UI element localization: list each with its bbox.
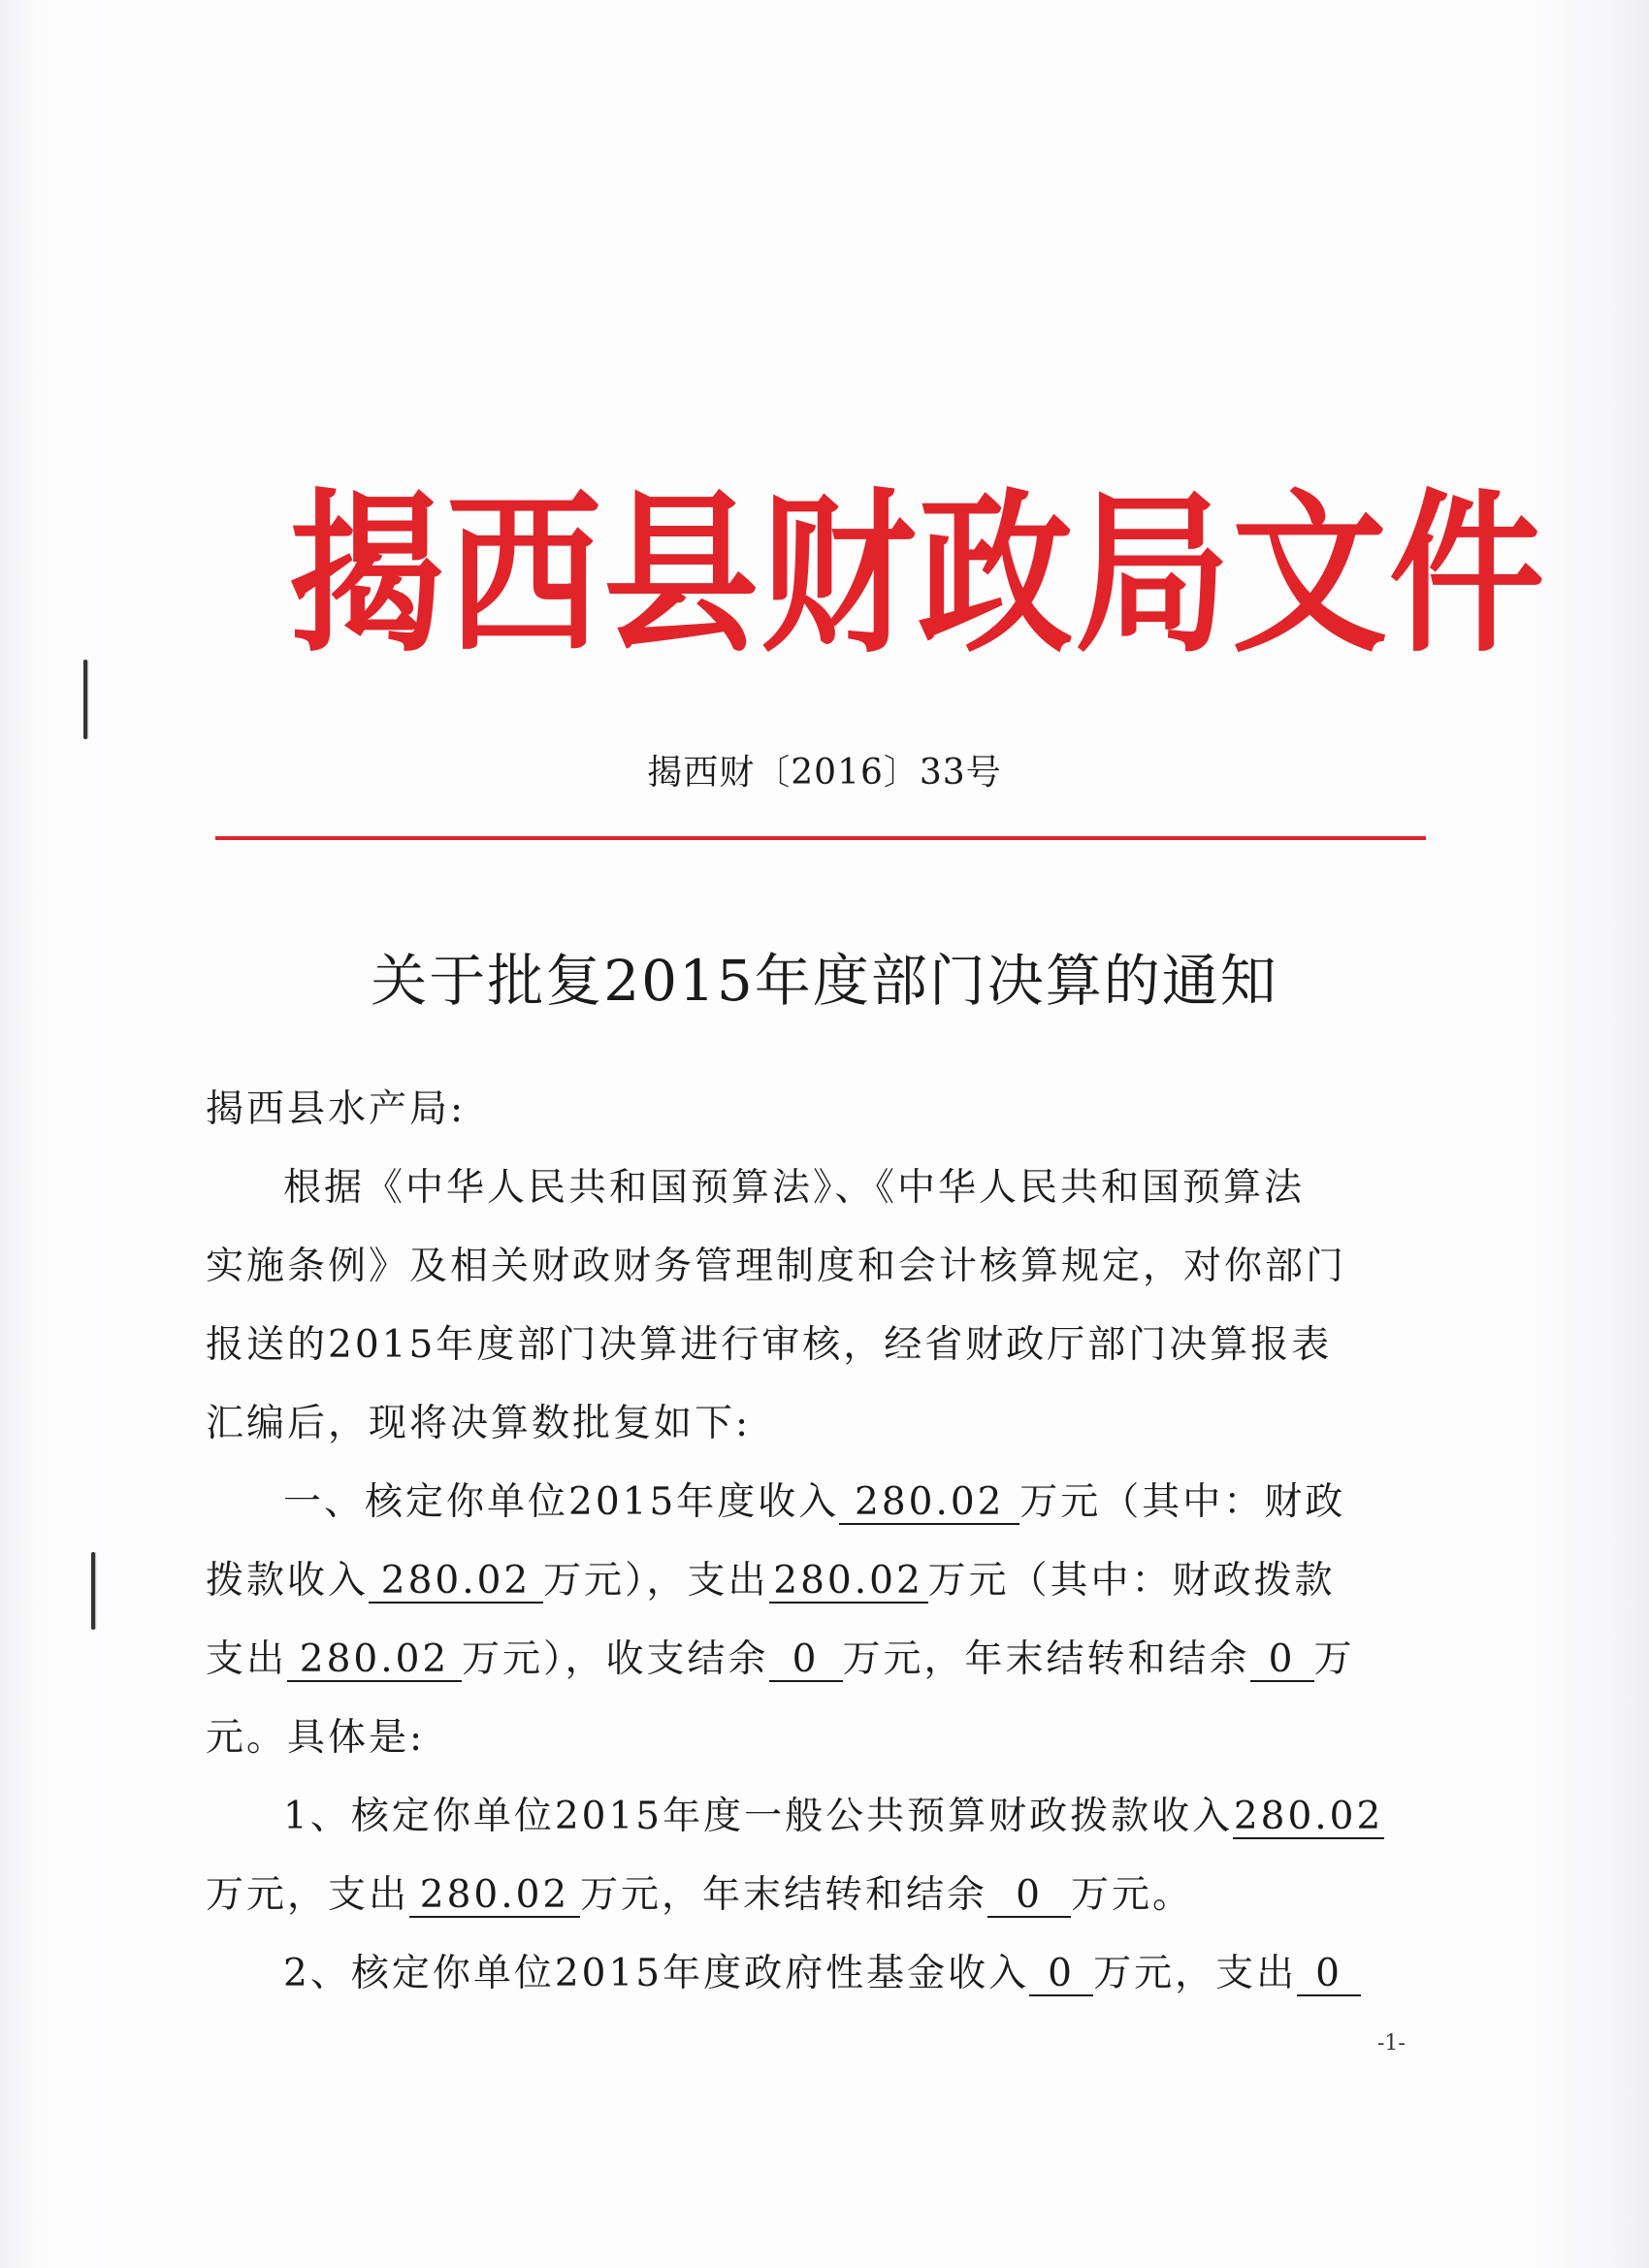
text-segment: 万元。 [1071,1873,1194,1917]
text-segment: 万元，支出 [1093,1952,1298,1995]
staple-mark [91,1552,95,1630]
item-1-line [206,1629,1418,1683]
paragraph-line: 根据《中华人民共和国预算法》、《中华人民共和国预算法 [283,1166,1306,1210]
item-1-line: 元。具体是: [206,1716,426,1760]
text-segment: 1、核定你单位2015年度一般公共预算财政拨款收入 [283,1795,1234,1838]
text-segment: 万元（其中：财政拨款 [927,1559,1336,1603]
recipient: 揭西县水产局: [206,1087,467,1131]
document-number: 揭西财〔2016〕33号 [647,753,1002,793]
filled-blank-value: 0 [1250,1640,1314,1682]
filled-blank-value: 280.02 [287,1640,462,1682]
item-1-1-line [283,1786,1496,1840]
text-segment: 万元，年末结转和结余 [842,1637,1250,1681]
text-segment: 万 [1313,1637,1355,1681]
page-number: -1- [1377,2031,1406,2056]
filled-blank-value: 0 [1029,1955,1093,1996]
document-header-title: 揭西县财政局文件 [289,471,1547,676]
item-1-line [283,1472,1496,1526]
filled-blank-value: 0 [1297,1955,1361,1996]
text-segment: 万元（其中：财政 [1019,1480,1346,1524]
filled-blank-value: 280.02 [769,1562,928,1604]
red-divider-line [215,836,1426,840]
paragraph-line: 实施条例》及相关财政财务管理制度和会计核算规定，对你部门 [206,1245,1347,1288]
filled-blank-value: 280.02 [409,1876,580,1918]
text-segment: 一、核定你单位2015年度收入 [283,1480,840,1524]
text-segment: 拨款收入 [206,1559,370,1603]
text-segment: 支出 [206,1637,288,1681]
text-segment: 2、核定你单位2015年度政府性基金收入 [283,1952,1030,1995]
paragraph-line: 汇编后，现将决算数批复如下: [206,1402,752,1445]
text-segment: 万元），收支结余 [462,1637,769,1681]
notice-title: 关于批复2015年度部门决算的通知 [371,948,1278,1014]
text-segment: 万元，支出 [206,1873,410,1917]
item-1-line [206,1550,1418,1604]
item-1-2-line [283,1943,1496,1997]
filled-blank-value: 280.02 [369,1562,543,1604]
item-1-1-line [206,1864,1418,1919]
text-segment: 万元，年末结转和结余 [580,1873,988,1917]
text-segment: 万元），支出 [543,1559,769,1603]
filled-blank-value: 280.02 [1233,1795,1384,1838]
paragraph-line: 报送的2015年度部门决算进行审核，经省财政厅部门决算报表 [206,1323,1333,1367]
filled-blank-value: 280.02 [839,1483,1019,1525]
filled-blank-value: 0 [769,1640,843,1682]
filled-blank-value: 0 [987,1876,1071,1918]
staple-mark [83,660,87,739]
